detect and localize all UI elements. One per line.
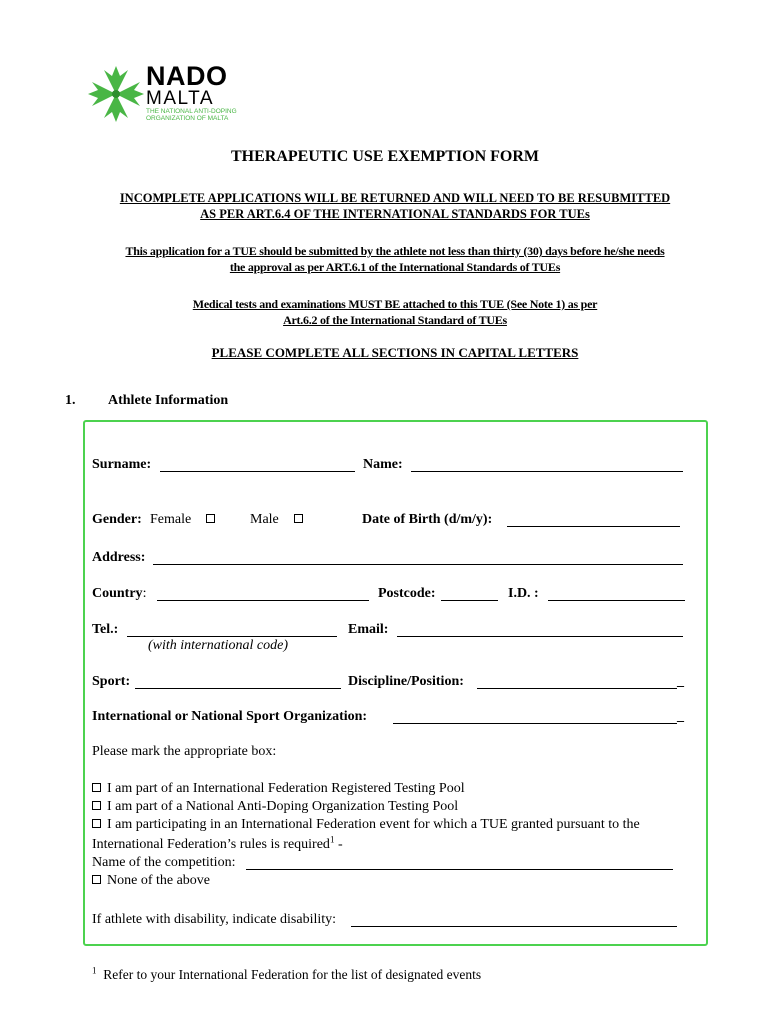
competition-field[interactable] [246, 869, 673, 870]
dob-field[interactable] [507, 526, 680, 527]
country-label-colon: : [142, 586, 147, 601]
mark-box-instruction: Please mark the appropriate box: [92, 744, 277, 759]
dob-label: Date of Birth (d/m/y): [362, 512, 493, 527]
postcode-field[interactable] [441, 600, 498, 601]
maltese-cross-icon [88, 66, 144, 122]
country-field[interactable] [157, 600, 369, 601]
option-if-event-line2-text: International Federation’s rules is required [92, 837, 330, 852]
logo-wordmark-malta: MALTA [146, 88, 215, 109]
option-nado-pool [92, 799, 458, 815]
registered-pool-checkbox[interactable] [92, 783, 101, 792]
footnote-text: Refer to your International Federation for the list of designated events [103, 967, 482, 982]
competition-label: Name of the competition: [92, 855, 236, 870]
submission-notice [60, 243, 730, 275]
male-label: Male [250, 512, 279, 527]
id-field[interactable] [548, 600, 685, 601]
incomplete-notice-line2: AS PER ART.6.4 OF THE INTERNATIONAL STANDARDS FOR TUEs [200, 207, 590, 221]
disability-label: If athlete with disability, indicate disability: [92, 912, 337, 927]
address-label: Address: [92, 550, 146, 565]
organization-field[interactable] [393, 723, 677, 724]
form-title: THERAPEUTIC USE EXEMPTION FORM [230, 148, 540, 165]
female-checkbox[interactable] [206, 514, 215, 523]
tel-hint: (with international code) [148, 638, 288, 653]
name-field[interactable] [411, 471, 683, 472]
sport-field[interactable] [135, 688, 341, 689]
incomplete-notice-line1: INCOMPLETE APPLICATIONS WILL BE RETURNED AND WILL NEED TO BE RESUBMITTED [119, 191, 671, 205]
section-number: 1. [65, 393, 76, 408]
male-checkbox[interactable] [294, 514, 303, 523]
logo-subtitle-line2: ORGANIZATION OF MALTA [146, 115, 229, 122]
medical-notice-line2: Art.6.2 of the International Standard of TUEs [283, 313, 507, 327]
tel-field[interactable] [127, 636, 337, 637]
option-none-text: None of the above [107, 873, 211, 888]
option-registered-pool-text: I am part of an International Federation Registered Testing Pool [107, 781, 465, 796]
submission-notice-line2: the approval as per ART.6.1 of the International Standards of TUEs [229, 260, 561, 274]
option-if-event [92, 817, 640, 833]
female-label: Female [150, 512, 192, 527]
option-registered-pool [92, 781, 465, 797]
none-checkbox[interactable] [92, 875, 101, 884]
option-nado-pool-text: I am part of a National Anti-Doping Organization Testing Pool [107, 799, 459, 814]
organization-trail: _ [677, 709, 684, 724]
option-if-event-line2 [92, 834, 343, 853]
footnote [92, 967, 481, 983]
submission-notice-line1: This application for a TUE should be submitted by the athlete not less than thirty (30) days before he/she needs [125, 244, 665, 258]
id-label: I.D. : [508, 586, 539, 601]
footnote-reference: 1 [329, 834, 335, 845]
surname-field[interactable] [160, 471, 355, 472]
capitals-notice: PLEASE COMPLETE ALL SECTIONS IN CAPITAL LETTERS [211, 345, 579, 360]
option-if-event-dash: - [337, 837, 343, 852]
footnote-mark: 1 [92, 965, 97, 976]
email-field[interactable] [397, 636, 683, 637]
gender-label: Gender: [92, 512, 142, 527]
option-none [92, 873, 210, 889]
country-label [92, 586, 146, 602]
if-event-checkbox[interactable] [92, 819, 101, 828]
country-label-text: Country [92, 586, 143, 601]
logo-subtitle-line1: THE NATIONAL ANTI-DOPING [146, 108, 237, 115]
postcode-label: Postcode: [378, 586, 436, 601]
discipline-field[interactable] [477, 688, 677, 689]
organization-label: International or National Sport Organization: [92, 709, 368, 724]
incomplete-notice [60, 190, 730, 222]
medical-notice [60, 296, 730, 328]
section-title: Athlete Information [108, 393, 229, 408]
option-if-event-text: I am participating in an International Federation event for which a TUE granted pursuant to the [107, 817, 640, 832]
discipline-trail: _ [677, 674, 684, 689]
name-label: Name: [363, 457, 403, 472]
email-label: Email: [348, 622, 389, 637]
discipline-label: Discipline/Position: [348, 674, 464, 689]
disability-field[interactable] [351, 926, 677, 927]
nado-pool-checkbox[interactable] [92, 801, 101, 810]
surname-label: Surname: [92, 457, 152, 472]
address-field[interactable] [153, 564, 683, 565]
logo-wordmark-nado: NADO [146, 61, 228, 91]
sport-label: Sport: [92, 674, 131, 689]
medical-notice-line1: Medical tests and examinations MUST BE attached to this TUE (See Note 1) as per [192, 297, 598, 311]
tel-label: Tel.: [92, 622, 119, 637]
logo-subtitle [146, 108, 246, 122]
